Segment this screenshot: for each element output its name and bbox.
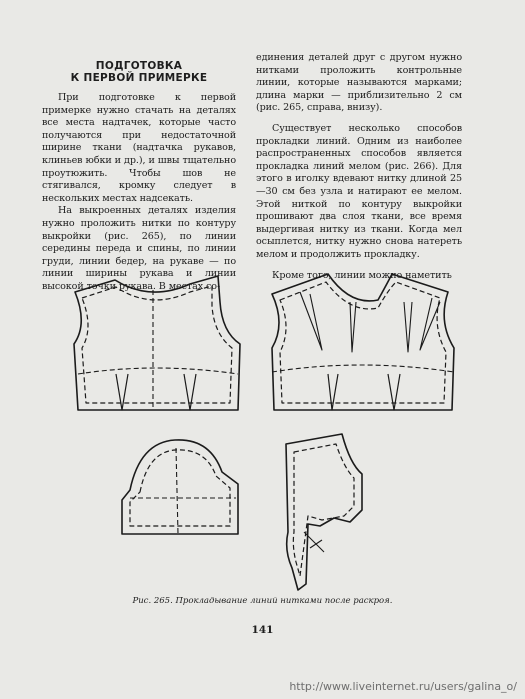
heading-line-2: К ПЕРВОЙ ПРИМЕРКЕ xyxy=(70,72,208,84)
sleeve-piece xyxy=(122,440,238,534)
bodice-front-piece xyxy=(272,274,454,410)
bodice-side-piece xyxy=(286,434,362,590)
bodice-back-piece xyxy=(74,276,240,410)
heading-line-1: ПОДГОТОВКА xyxy=(95,60,183,72)
left-paragraph-2: На выкроенных деталях изделия нужно проложить нитки по контуру выкройки (рис. 265), по линии середины переда и спины, по линии груди, линии бедер, на рукаве — по линии ширины рукава и линии высокой точки рукава. В местах со- xyxy=(42,205,236,292)
right-paragraph-2: Существует несколько способов прокладки линий. Одним из наиболее распространенных способов является прокладка линий мелом (рис. 266). Для этого в иголку вдевают нитку длиной 25—30 см без узла и натирают ее мелом. Этой ниткой по контуру выкройки прошивают два слоя ткани, все время выдергивая нитку из ткани. Когда мел осыплется, нитку нужно снова натереть мелом и продолжить прокладку. xyxy=(256,122,462,260)
left-column xyxy=(42,60,236,294)
right-column xyxy=(256,52,462,282)
pattern-figures xyxy=(60,262,460,592)
right-paragraph-1: единения деталей друг с другом нужно нитками проложить контрольные линии, которые называются марками; длина марки — приблизительно 2 см (рис. 265, справа, внизу). xyxy=(256,52,462,114)
left-paragraph-1: При подготовке к первой примерке нужно стачать на деталях все места надтачек, которые часто получаются при недостаточной ширине ткани (надтачка рукавов, клиньев юбки и др.), и швы тщательно проутюжить. Чтобы шов не стягивался, кромку следует в нескольких местах надсекать. xyxy=(42,92,236,204)
figure-caption: Рис. 265. Прокладывание линий нитками после раскроя. xyxy=(132,596,393,606)
watermark-url: http://www.liveinternet.ru/users/galina_o/ xyxy=(289,680,517,693)
right-paragraph-3: Кроме того, линии можно наметить xyxy=(272,269,452,281)
page-number: 141 xyxy=(251,624,274,636)
section-heading xyxy=(42,60,236,84)
